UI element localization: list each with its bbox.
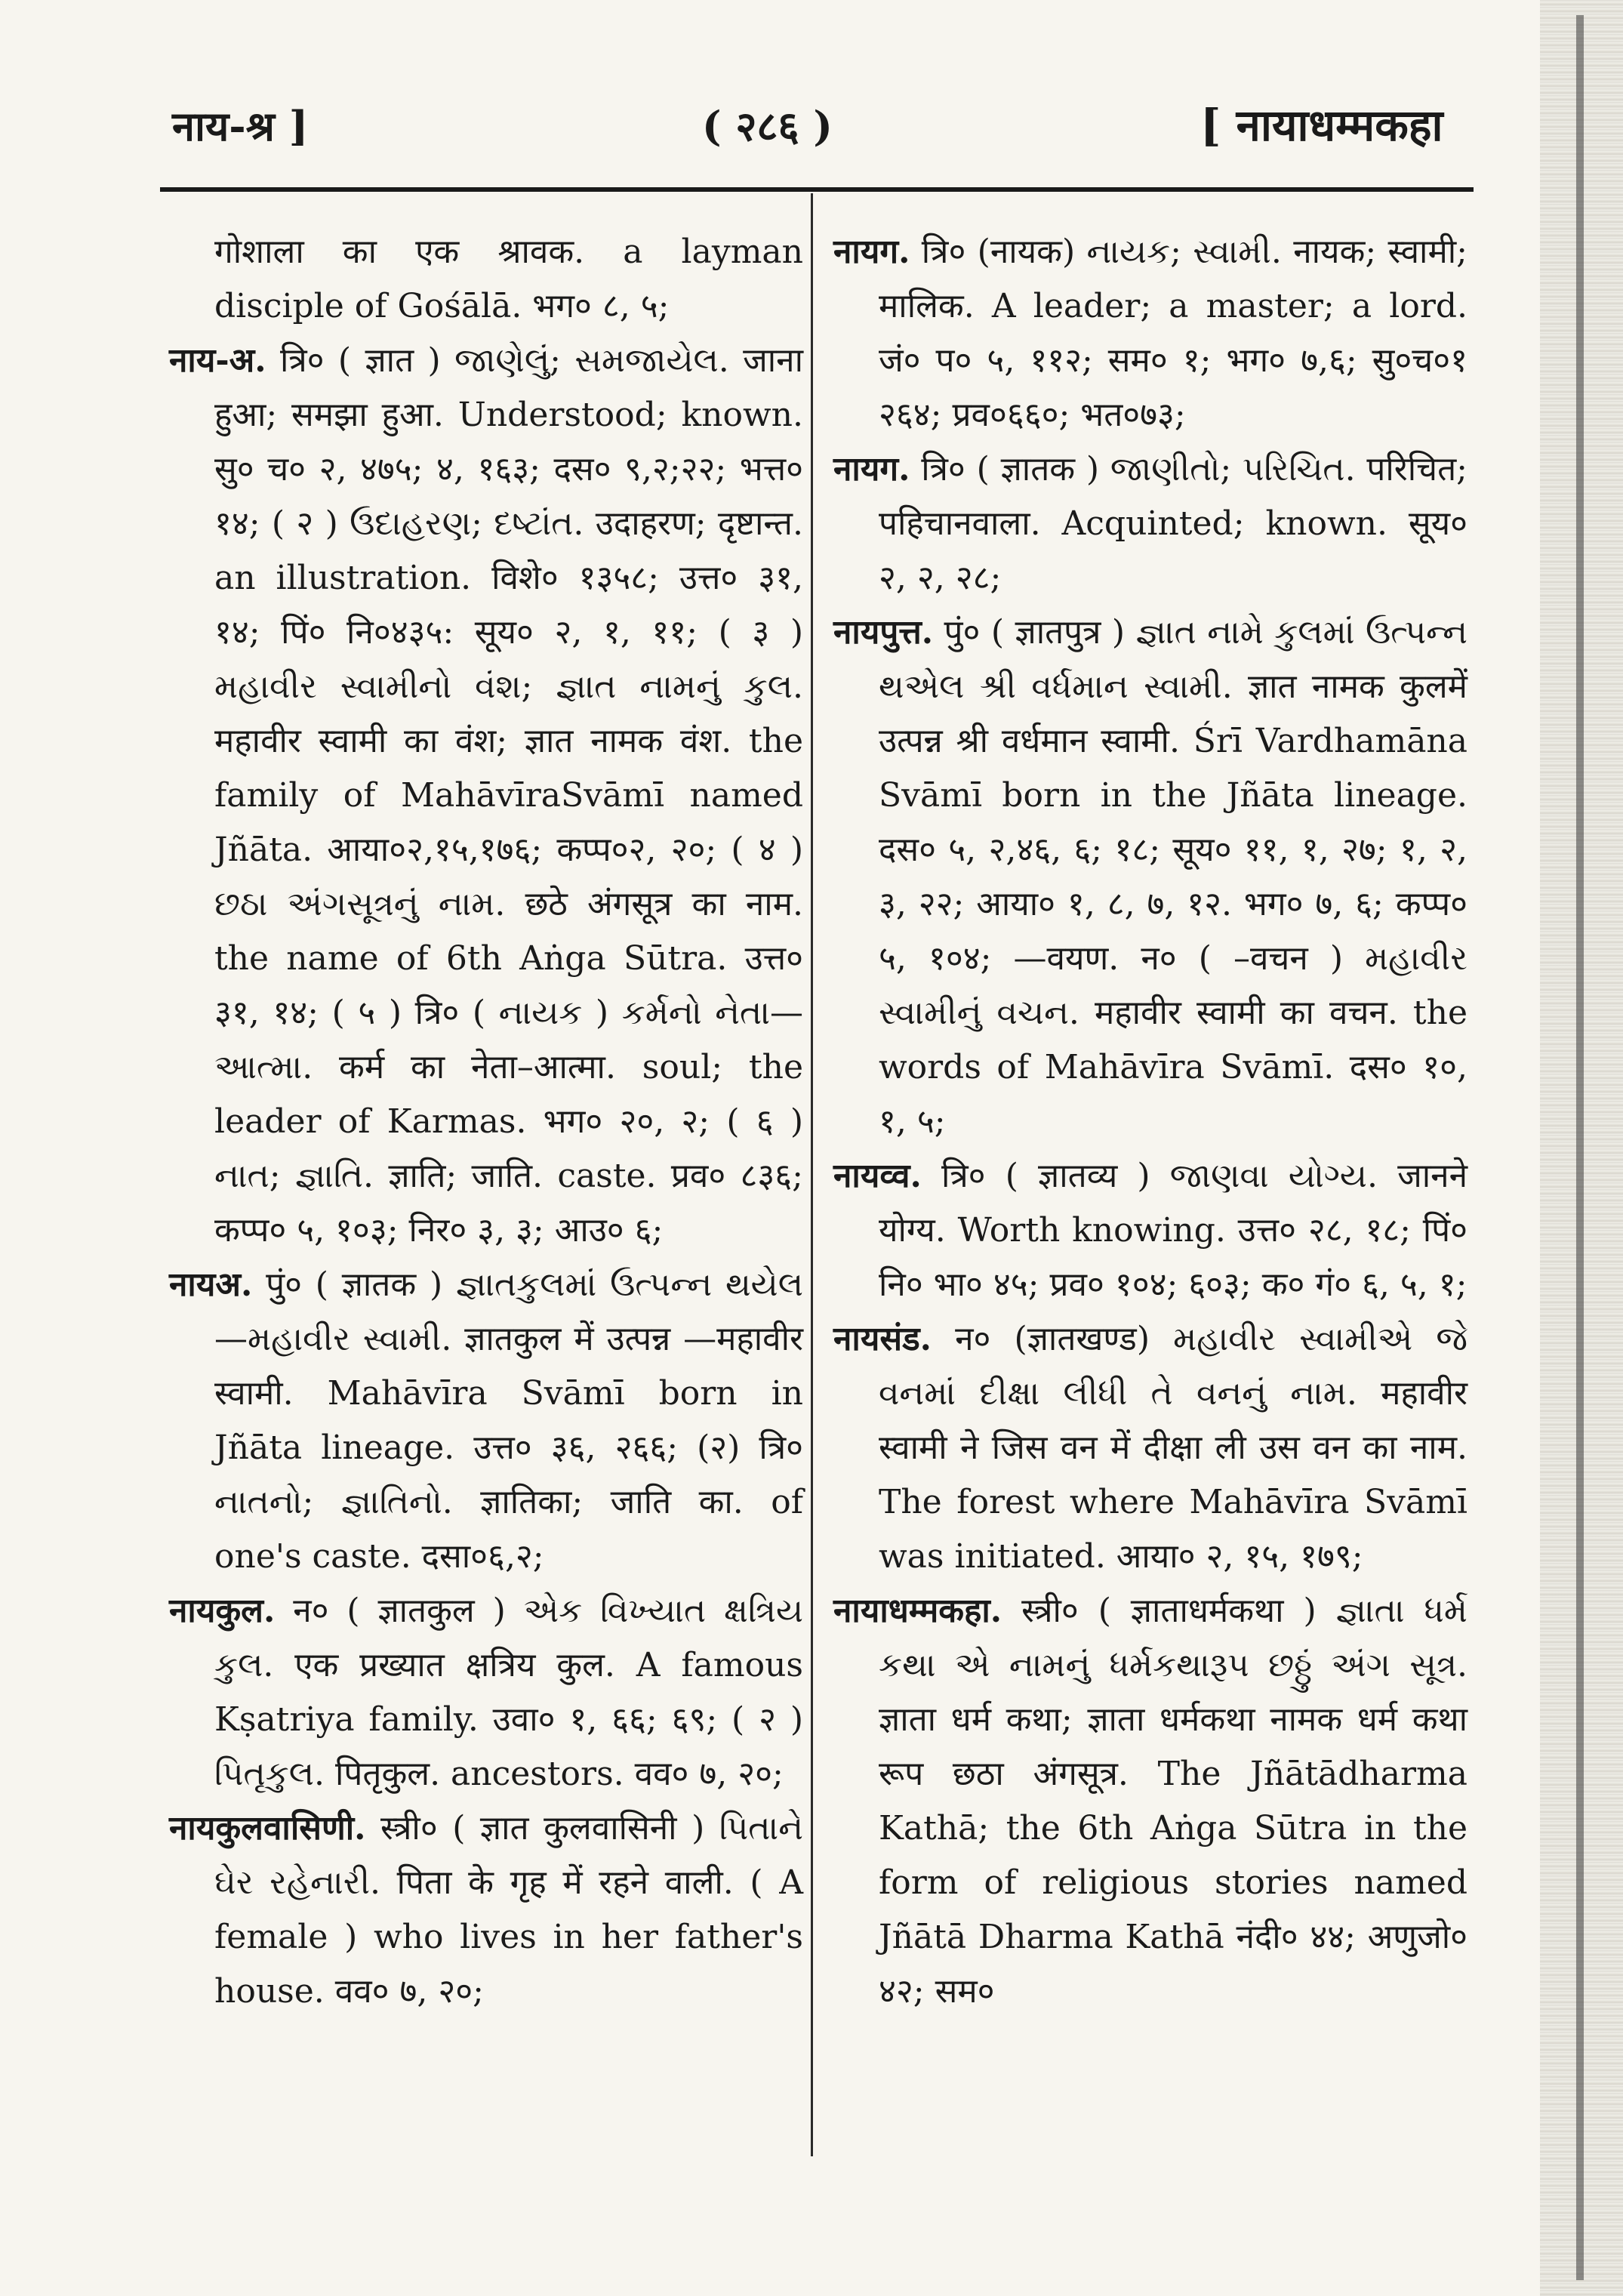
entry-headword: नायकुल. (169, 1592, 276, 1630)
left-column (169, 225, 803, 2019)
right-column (833, 225, 1467, 2019)
entry-text: त्रि० (नायक) નાયક; સ્વામી. नायक; स्वामी; मालिक. A leader; a master; a lord. जं० प० ५, ११२; सम० १; भग० ७,६; सु०च०१ २६४; प्रव०६६०; भत०७३; (879, 233, 1467, 434)
entry-headword: नायाधम्मकहा. (833, 1592, 1002, 1630)
running-head-left: नाय-श्र ] (172, 102, 309, 150)
page-number: ( २८६ ) (702, 102, 833, 150)
entry-text: स्त्री० ( ज्ञाताधर्मकथा ) જ્ઞાતા ધર્મ કથા એ નામનું ધર્મકથારૂપ છઠ્ઠું અંગ સૂત્ર. ज्ञाता धर्म कथा; ज्ञाता धर्मकथा नामक धर्म कथा रूप छठा अंगसूत्र. The Jñātādharma Kathā; the 6th Aṅga Sūtra in the form of religious stories named Jñātā Dharma Kathā नंदी० ४४; अणुजो० ४२; सम० (879, 1592, 1467, 2011)
dictionary-entry (169, 1801, 803, 2019)
entry-text: गोशाला का एक श्रावक. a layman disciple of Gośālā. भग० ८, ५; (214, 233, 803, 325)
entry-headword: नायअ. (169, 1265, 253, 1304)
dictionary-entry (833, 442, 1467, 606)
running-head-right: [ नायाधम्मकहा (1200, 100, 1443, 151)
column-divider (811, 193, 813, 2156)
header-rule (160, 187, 1474, 192)
entry-headword: नाय-अ. (169, 341, 266, 380)
entry-text: त्रि० ( ज्ञात ) જાણેલું; સમજાયેલ. जाना हुआ; समझा हुआ. Understood; known. सु० च० २, ४७५; ४, १६३; दस० ९,२;२२; भत्त० १४; ( २ ) ઉદાહરણ; દષ્ટાંત. उदाहरण; दृष्टान्त. an illustration. विशे० १३५८; उत्त० ३१, १४; पिं० नि०४३५: सूय० २, १, ११; ( ३ ) મહાવીર સ્વામીનો વંશ; જ્ઞાત નામનું કુલ. महावीर स्वामी का वंश; ज्ञात नामक वंश. the family of MahāvīraSvāmī named Jñāta. आया०२,१५,१७६; कप्प०२, २०; ( ४ ) છઠા અંગસૂત્રનું નામ. छठे अंगसूत्र का नाम. the name of 6th Aṅga Sūtra. उत्त० ३१, १४; ( ५ ) त्रि० ( નાયક ) કર્મનો નેતા—આત્મા. कर्म का नेता–आत्मा. soul; the leader of Karmas. भग० २०, २; ( ६ ) નાત; જ્ઞાતિ. ज्ञाति; जाति. caste. प्रव० ८३६; कप्प० ५, १०३; निर० ३, ३; आउ० ६; (214, 341, 803, 1250)
entry-text: स्त्री० ( ज्ञात कुलवासिनी ) પિતાને ઘેર રહેનારી. पिता के गृह में रहने वाली. ( A female ) who lives in her father's house. वव० ७, २०; (214, 1809, 803, 2011)
dictionary-entry (169, 1584, 803, 1801)
dictionary-entry (169, 334, 803, 1258)
entry-text: न० ( ज्ञातकुल ) એક વિખ્યાત ક્ષત્રિય કુલ. एक प्रख्यात क्षत्रिय कुल. A famous Kṣatriya family. उवा० १, ६६; ६९; ( २ ) પિતૃકુલ. पितृकुल. ancestors. वव० ७, २०; (214, 1592, 803, 1793)
dictionary-entry (833, 1584, 1467, 2019)
entry-headword: नायकुलवासिणी. (169, 1809, 366, 1848)
dictionary-entry (833, 1149, 1467, 1312)
entry-headword: नायसंड. (833, 1320, 932, 1358)
entry-text: पुं० ( ज्ञातक ) જ્ઞાતકુલમાં ઉત્પન્ન થયેલ—મહાવીર સ્વામી. ज्ञातकुल में उत्पन्न —महावीर स्वामी. Mahāvīra Svāmī born in Jñāta lineage. उत्त० ३६, २६६; (२) त्रि० નાતનો; જ્ઞાતિનો. ज्ञातिका; जाति का. of one's caste. दसा०६,२; (214, 1265, 803, 1576)
entry-text: न० (ज्ञातखण्ड) મહાવીર સ્વામીએ જે વનમાં દીક્ષા લીધી તે વનનું નામ. महावीर स्वामी ने जिस वन में दीक्षा ली उस वन का नाम. The forest where Mahāvīra Svāmī was initiated. आया० २, १५, १७९; (879, 1320, 1467, 1576)
dictionary-entry (169, 1258, 803, 1584)
entry-text: त्रि० ( ज्ञातक ) જાણીતો; પરિચિત. परिचित; पहिचानवाला. Acquinted; known. सूय० २, २, २८; (879, 450, 1467, 597)
entry-headword: नायव्व. (833, 1157, 922, 1195)
dictionary-entry (833, 225, 1467, 442)
entry-text: त्रि० ( ज्ञातव्य ) જાણવા યોગ્ય. जानने योग्य. Worth knowing. उत्त० २८, १८; पिं० नि० भा० ४५; प्रव० १०४; ६०३; क० गं० ६, ५, १; (879, 1157, 1467, 1304)
entry-headword: नायग. (833, 450, 910, 488)
entry-headword: नायग. (833, 233, 910, 271)
dictionary-entry (169, 225, 803, 334)
binding-edge (1576, 15, 1584, 2280)
entry-headword: नायपुत्त. (833, 613, 934, 652)
entry-text: पुं० ( ज्ञातपुत्र ) જ્ઞાત નામે કુલમાં ઉત્પન્ન થએલ શ્રી વર્ધમાન સ્વામી. ज्ञात नामक कुलमें उत्पन्न श्री वर्धमान स्वामी. Śrī Vardhamāna Svāmī born in the Jñāta lineage. दस० ५, २,४६, ६; १८; सूय० ११, १, २७; १, २, ३, २२; आया० १, ८, ७, १२. भग० ७, ६; कप्प० ५, १०४; —वयण. न० ( –वचन ) મહાવીર સ્વામીનું વચન. महावीर स्वामी का वचन. the words of Mahāvīra Svāmī. दस० १०, १, ५; (879, 613, 1467, 1141)
dictionary-entry (833, 606, 1467, 1149)
dictionary-entry (833, 1312, 1467, 1584)
